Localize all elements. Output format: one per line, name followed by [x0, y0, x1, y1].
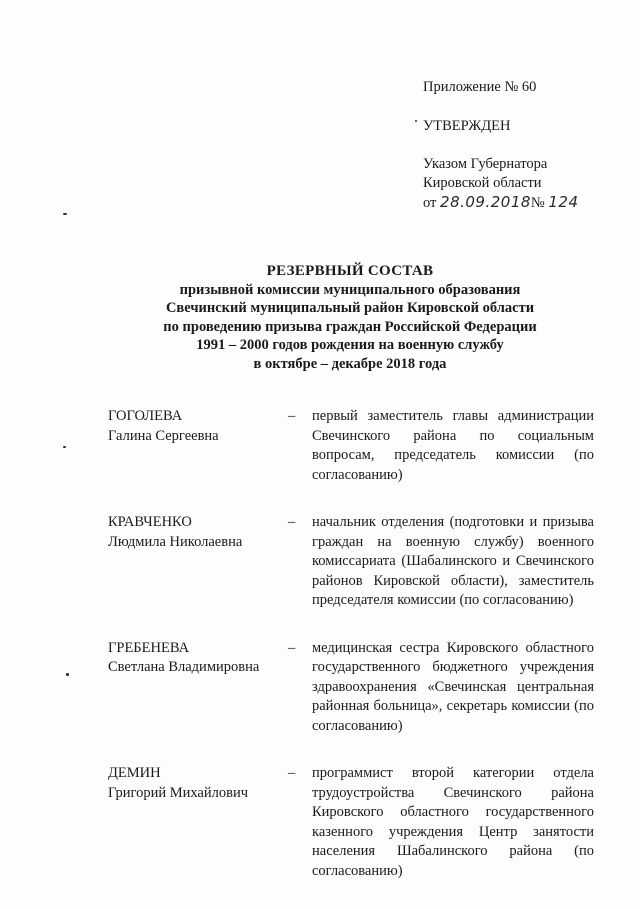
member-surname: ГРЕБЕНЕВА	[108, 639, 190, 656]
scan-speck	[66, 673, 69, 676]
approval-header	[423, 78, 623, 213]
member-given-name: Галина Сергеевна	[108, 427, 219, 444]
member-entry	[108, 639, 594, 737]
scan-speck	[63, 446, 66, 448]
member-entry	[108, 764, 594, 881]
date-prefix: от	[423, 195, 437, 211]
scan-speck	[415, 120, 417, 122]
member-name	[108, 407, 288, 485]
member-dash: –	[288, 514, 296, 530]
member-surname: ДЕМИН	[108, 765, 161, 781]
handwritten-date: 28.09.2018	[440, 193, 531, 211]
title-main: РЕЗЕРВНЫЙ СОСТАВ	[266, 263, 434, 279]
member-name	[108, 639, 288, 737]
document-title	[100, 262, 600, 373]
member-surname: КРАВЧЕНКО	[108, 514, 192, 530]
member-entry	[108, 513, 594, 611]
member-given-name: Людмила Николаевна	[108, 533, 243, 550]
handwritten-number: 124	[548, 193, 579, 211]
title-line: 1991 – 2000 годов рождения на военную службу	[196, 337, 504, 353]
title-line: в октябре – декабре 2018 года	[253, 355, 447, 372]
approved-label: УТВЕРЖДЕН	[423, 118, 511, 134]
member-dash: –	[288, 639, 296, 656]
scan-speck	[63, 213, 67, 215]
member-description: начальник отделения (подготовки и призыва граждан на военную службу) военного комиссариата (Шабалинского и Свечинского районов Кировской области), заместитель председателя комиссии (по согласованию)	[312, 514, 594, 608]
title-line: Свечинский муниципальный район Кировской области	[165, 300, 535, 316]
member-description: медицинская сестра Кировского областного государственного бюджетного учреждения здравоохранения «Свечинская центральная районная больница», секретарь комиссии (по согласованию)	[312, 639, 594, 734]
number-prefix: №	[530, 195, 545, 211]
decree-line-1: Указом Губернатора	[423, 156, 548, 172]
member-dash: –	[288, 408, 296, 424]
member-surname: ГОГОЛЕВА	[108, 408, 183, 424]
appendix-number: Приложение № 60	[423, 79, 537, 95]
members-list	[108, 407, 594, 909]
member-description: первый заместитель главы администрации Свечинского района по социальным вопросам, председатель комиссии (по согласованию)	[312, 408, 594, 483]
title-line: по проведению призыва граждан Российской Федерации	[163, 318, 537, 335]
member-dash: –	[288, 765, 296, 781]
member-description: программист второй категории отдела трудоустройства Свечинского района Кировского областного государственного казенного учреждения Центр занятости населения Шабалинского района (по согласованию)	[312, 765, 594, 879]
member-name	[108, 764, 288, 881]
member-name	[108, 513, 288, 611]
decree-line-2: Кировской области	[423, 175, 542, 191]
member-given-name: Светлана Владимировна	[108, 659, 260, 675]
member-entry	[108, 407, 594, 485]
title-line: призывной комиссии муниципального образования	[179, 281, 521, 298]
member-given-name: Григорий Михайлович	[108, 784, 249, 801]
decree-date-line	[423, 193, 623, 213]
